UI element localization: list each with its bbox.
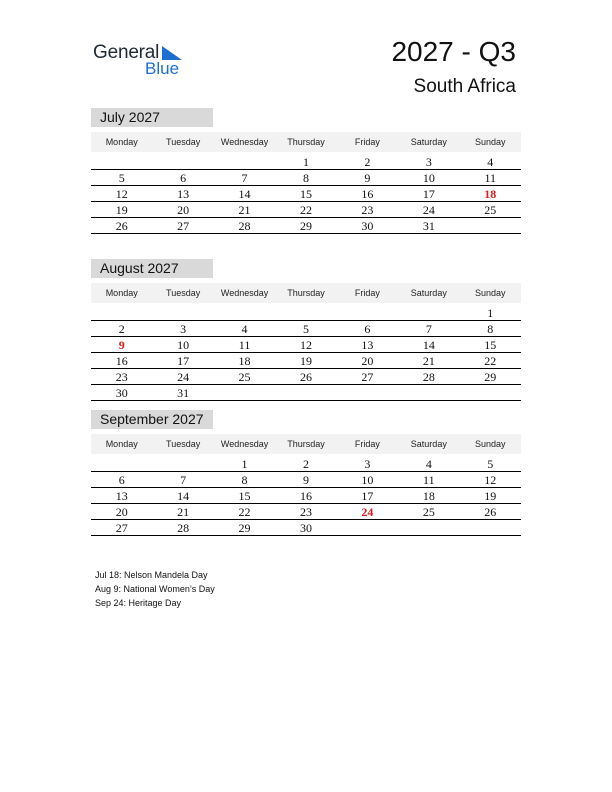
day-cell: 17 <box>422 187 435 201</box>
weekday-label: Thursday <box>287 288 325 298</box>
day-cell: 8 <box>241 473 248 487</box>
day-cell: 18 <box>422 489 435 503</box>
holiday-day-cell: 24 <box>361 505 374 519</box>
weekday-header-row <box>91 434 521 454</box>
day-cell: 20 <box>115 505 128 519</box>
logo-blue-text: Blue <box>145 59 180 78</box>
day-cell: 31 <box>177 386 190 400</box>
weekday-label: Monday <box>105 288 138 298</box>
holiday-notes <box>95 568 215 610</box>
week-row <box>91 353 521 369</box>
week-row <box>91 369 521 385</box>
day-cell <box>214 154 275 169</box>
week-row <box>91 321 521 337</box>
day-cell <box>214 385 275 400</box>
day-cell: 28 <box>238 219 251 233</box>
day-cell: 22 <box>238 505 251 519</box>
day-cell: 1 <box>487 306 494 320</box>
day-cell: 17 <box>177 354 190 368</box>
day-cell: 25 <box>238 370 251 384</box>
day-cell: 14 <box>422 338 435 352</box>
week-row <box>91 218 521 234</box>
day-cell <box>337 385 398 400</box>
day-cell: 3 <box>425 155 432 169</box>
day-cell: 19 <box>484 489 497 503</box>
day-cell: 23 <box>299 505 312 519</box>
week-rows <box>91 305 521 401</box>
weekday-label: Thursday <box>287 439 325 449</box>
weekday-label: Friday <box>354 439 380 449</box>
week-row <box>91 170 521 186</box>
weekday-label: Saturday <box>410 439 447 449</box>
week-row <box>91 385 521 401</box>
day-cell: 26 <box>299 370 312 384</box>
day-cell: 29 <box>299 219 312 233</box>
weekday-label: Monday <box>105 439 138 449</box>
week-row <box>91 202 521 218</box>
day-cell: 13 <box>177 187 190 201</box>
day-cell: 13 <box>115 489 128 503</box>
day-cell: 10 <box>361 473 374 487</box>
weekday-header-row <box>91 132 521 152</box>
day-cell <box>398 305 459 320</box>
day-cell: 6 <box>364 322 371 336</box>
weekday-label: Saturday <box>410 288 447 298</box>
day-cell: 21 <box>238 203 251 217</box>
day-cell: 8 <box>487 322 494 336</box>
month-july <box>91 108 521 234</box>
month-september <box>91 410 521 536</box>
week-row <box>91 456 521 472</box>
day-cell: 7 <box>425 322 432 336</box>
day-cell <box>275 305 336 320</box>
holiday-note: Sep 24: Heritage Day <box>95 598 182 608</box>
weekday-header-row <box>91 283 521 303</box>
day-cell <box>337 305 398 320</box>
day-cell <box>214 305 275 320</box>
week-rows <box>91 154 521 234</box>
day-cell: 19 <box>299 354 312 368</box>
weekday-label: Monday <box>105 137 138 147</box>
day-cell <box>460 385 521 400</box>
week-row <box>91 472 521 488</box>
day-cell: 22 <box>484 354 497 368</box>
page-title: 2027 - Q3 <box>391 36 516 67</box>
day-cell: 4 <box>425 457 432 471</box>
day-cell: 7 <box>241 171 248 185</box>
month-header: August 2027 <box>91 259 213 278</box>
month-august <box>91 259 521 401</box>
day-cell: 29 <box>484 370 497 384</box>
week-row <box>91 154 521 170</box>
day-cell: 14 <box>177 489 190 503</box>
month-header: July 2027 <box>91 108 213 127</box>
day-cell: 1 <box>241 457 248 471</box>
day-cell: 12 <box>299 338 312 352</box>
week-row <box>91 337 521 353</box>
day-cell: 12 <box>115 187 128 201</box>
day-cell: 9 <box>364 171 371 185</box>
weekday-label: Tuesday <box>166 439 201 449</box>
day-cell <box>152 154 213 169</box>
day-cell: 15 <box>484 338 497 352</box>
day-cell: 5 <box>118 171 125 185</box>
day-cell: 13 <box>361 338 374 352</box>
week-row <box>91 488 521 504</box>
day-cell: 25 <box>484 203 497 217</box>
day-cell: 3 <box>364 457 371 471</box>
day-cell: 20 <box>177 203 190 217</box>
day-cell: 30 <box>299 521 312 535</box>
day-cell: 25 <box>422 505 435 519</box>
day-cell: 2 <box>118 322 125 336</box>
week-row <box>91 186 521 202</box>
day-cell <box>91 456 152 471</box>
weekday-label: Wednesday <box>220 439 269 449</box>
day-cell: 14 <box>238 187 251 201</box>
country-name: South Africa <box>413 76 516 97</box>
day-cell: 16 <box>299 489 312 503</box>
day-cell: 26 <box>115 219 128 233</box>
day-cell: 24 <box>422 203 435 217</box>
day-cell: 15 <box>299 187 312 201</box>
weekday-label: Wednesday <box>220 288 269 298</box>
day-cell: 23 <box>361 203 374 217</box>
day-cell: 4 <box>241 322 248 336</box>
day-cell: 16 <box>115 354 128 368</box>
day-cell: 16 <box>361 187 374 201</box>
day-cell: 22 <box>299 203 312 217</box>
day-cell: 20 <box>361 354 374 368</box>
day-cell: 11 <box>484 171 497 185</box>
generalblue-logo <box>93 40 193 80</box>
weekday-label: Sunday <box>474 439 506 449</box>
day-cell: 15 <box>238 489 251 503</box>
day-cell: 27 <box>115 521 128 535</box>
day-cell: 6 <box>118 473 125 487</box>
day-cell: 11 <box>238 338 251 352</box>
weekday-label: Sunday <box>474 288 506 298</box>
weekday-label: Tuesday <box>166 288 201 298</box>
day-cell: 18 <box>238 354 251 368</box>
logo-general-text: General <box>93 42 160 63</box>
day-cell: 31 <box>422 219 435 233</box>
day-cell <box>460 218 521 233</box>
day-cell: 6 <box>180 171 187 185</box>
weekday-label: Wednesday <box>220 137 269 147</box>
day-cell: 9 <box>302 473 309 487</box>
weekday-label: Saturday <box>410 137 447 147</box>
day-cell: 19 <box>115 203 128 217</box>
day-cell: 28 <box>177 521 190 535</box>
logo-triangle-icon <box>162 46 182 60</box>
month-header: September 2027 <box>91 410 213 429</box>
day-cell: 30 <box>361 219 374 233</box>
day-cell <box>337 520 398 535</box>
day-cell: 3 <box>180 322 187 336</box>
week-row <box>91 520 521 536</box>
day-cell: 4 <box>487 155 494 169</box>
day-cell: 17 <box>361 489 374 503</box>
day-cell: 2 <box>364 155 371 169</box>
weekday-label: Thursday <box>287 137 325 147</box>
day-cell <box>91 154 152 169</box>
day-cell <box>398 520 459 535</box>
day-cell: 10 <box>422 171 435 185</box>
holiday-note: Jul 18: Nelson Mandela Day <box>95 570 208 580</box>
day-cell: 27 <box>361 370 374 384</box>
day-cell <box>460 520 521 535</box>
day-cell: 26 <box>484 505 497 519</box>
day-cell: 30 <box>115 386 128 400</box>
weekday-label: Tuesday <box>166 137 201 147</box>
day-cell <box>152 305 213 320</box>
day-cell: 5 <box>487 457 494 471</box>
day-cell: 21 <box>422 354 435 368</box>
weekday-label: Sunday <box>474 137 506 147</box>
weekday-label: Friday <box>354 137 380 147</box>
day-cell: 5 <box>302 322 309 336</box>
day-cell: 11 <box>423 473 435 487</box>
week-row <box>91 305 521 321</box>
week-row <box>91 504 521 520</box>
day-cell: 12 <box>484 473 497 487</box>
day-cell: 8 <box>302 171 309 185</box>
holiday-note: Aug 9: National Women’s Day <box>95 584 215 594</box>
day-cell: 29 <box>238 521 251 535</box>
day-cell: 24 <box>177 370 190 384</box>
day-cell: 23 <box>115 370 128 384</box>
weekday-label: Friday <box>354 288 380 298</box>
day-cell <box>152 456 213 471</box>
day-cell: 27 <box>177 219 190 233</box>
day-cell <box>91 305 152 320</box>
week-rows <box>91 456 521 536</box>
day-cell <box>398 385 459 400</box>
day-cell: 2 <box>302 457 309 471</box>
day-cell: 10 <box>177 338 190 352</box>
day-cell: 28 <box>422 370 435 384</box>
holiday-day-cell: 18 <box>484 187 497 201</box>
holiday-day-cell: 9 <box>118 338 125 352</box>
day-cell: 21 <box>177 505 190 519</box>
day-cell <box>275 385 336 400</box>
day-cell: 1 <box>302 155 309 169</box>
day-cell: 7 <box>180 473 187 487</box>
